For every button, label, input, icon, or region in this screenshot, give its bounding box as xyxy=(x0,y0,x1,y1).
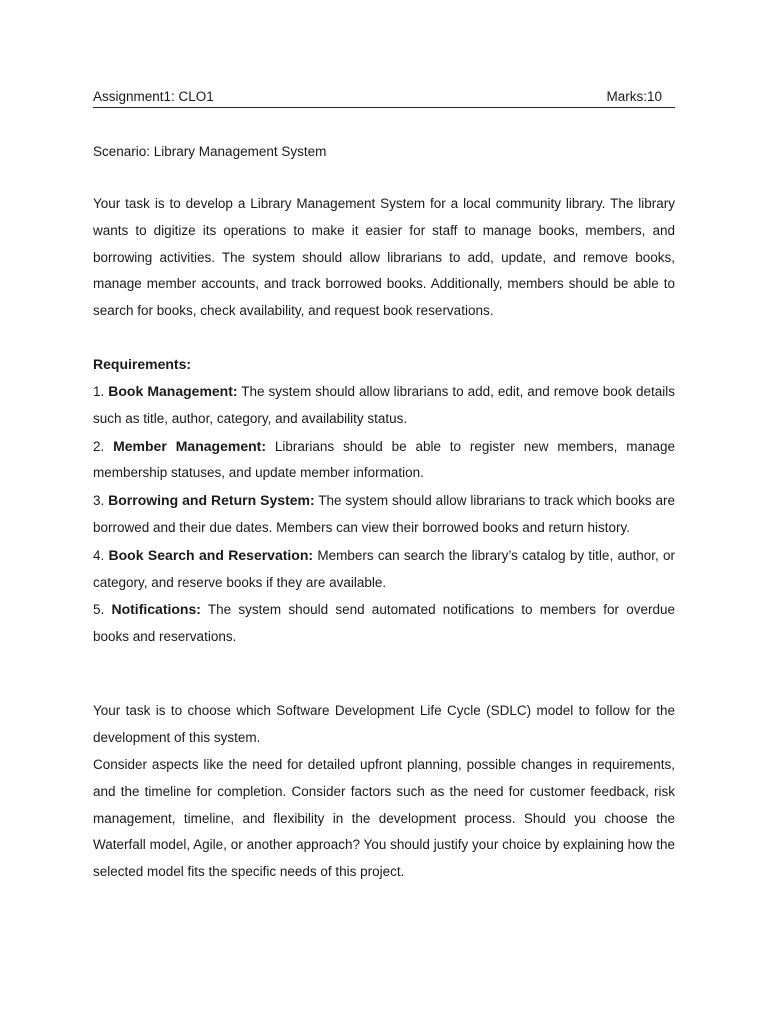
scenario-title: Scenario: Library Management System xyxy=(93,144,327,159)
requirement-title: Book Management: xyxy=(108,383,238,399)
requirement-text: The system should send automated notifications to members for overdue books and reservations. xyxy=(93,602,675,645)
requirement-number: 1. xyxy=(93,384,105,399)
requirement-item xyxy=(93,596,675,651)
requirement-number: 4. xyxy=(93,547,105,563)
requirement-number: 3. xyxy=(93,493,105,509)
requirement-number: 2. xyxy=(93,438,105,454)
requirement-item xyxy=(93,542,675,597)
intro-paragraph: Your task is to develop a Library Management System for a local community library. The library wants to digitize its operations to make it easier for staff to manage books, members, and borrowing activities. The system should allow librarians to add, update, and remove books, manage member accounts, and track borrowed books. Additionally, members should be able to search for books, check availability, and request book reservations. xyxy=(93,196,675,319)
requirements-list xyxy=(93,378,675,651)
requirement-title: Book Search and Reservation: xyxy=(108,546,314,563)
sdlc-choice-paragraph: Your task is to choose which Software Development Life Cycle (SDLC) model to follow for the development of this system. xyxy=(93,703,675,745)
requirements-heading: Requirements: xyxy=(93,356,192,372)
assignment-label: Assignment1: CLO1 xyxy=(93,89,214,104)
requirement-number: 5. xyxy=(93,602,105,618)
requirement-text: Members can search the library’s catalog by title, author, or category, and reserve books if they are available. xyxy=(93,547,675,590)
requirement-item xyxy=(93,378,675,433)
requirement-title: Member Management: xyxy=(113,437,267,454)
document-header xyxy=(93,88,675,108)
requirement-item xyxy=(93,433,675,488)
requirement-item xyxy=(93,487,675,542)
marks-label: Marks:10 xyxy=(606,89,662,104)
requirement-text: The system should allow librarians to track which books are borrowed and their due dates. Members can view their borrowed books and return history. xyxy=(93,493,675,535)
considerations-paragraph: Consider aspects like the need for detailed upfront planning, possible changes in requirements, and the timeline for completion. Consider factors such as the need for customer feedback, risk management, timeline, and flexibility in the development process. Should you choose the Waterfall model, Agile, or another approach? You should justify your choice by explaining how the selected model fits the specific needs of this project. xyxy=(93,757,675,880)
requirement-title: Notifications: xyxy=(111,601,201,618)
requirement-text: The system should allow librarians to add, edit, and remove book details such as title, author, category, and availability status. xyxy=(93,384,675,426)
requirement-title: Borrowing and Return System: xyxy=(108,492,315,509)
requirement-text: Librarians should be able to register new members, manage membership statuses, and update member information. xyxy=(93,438,675,481)
